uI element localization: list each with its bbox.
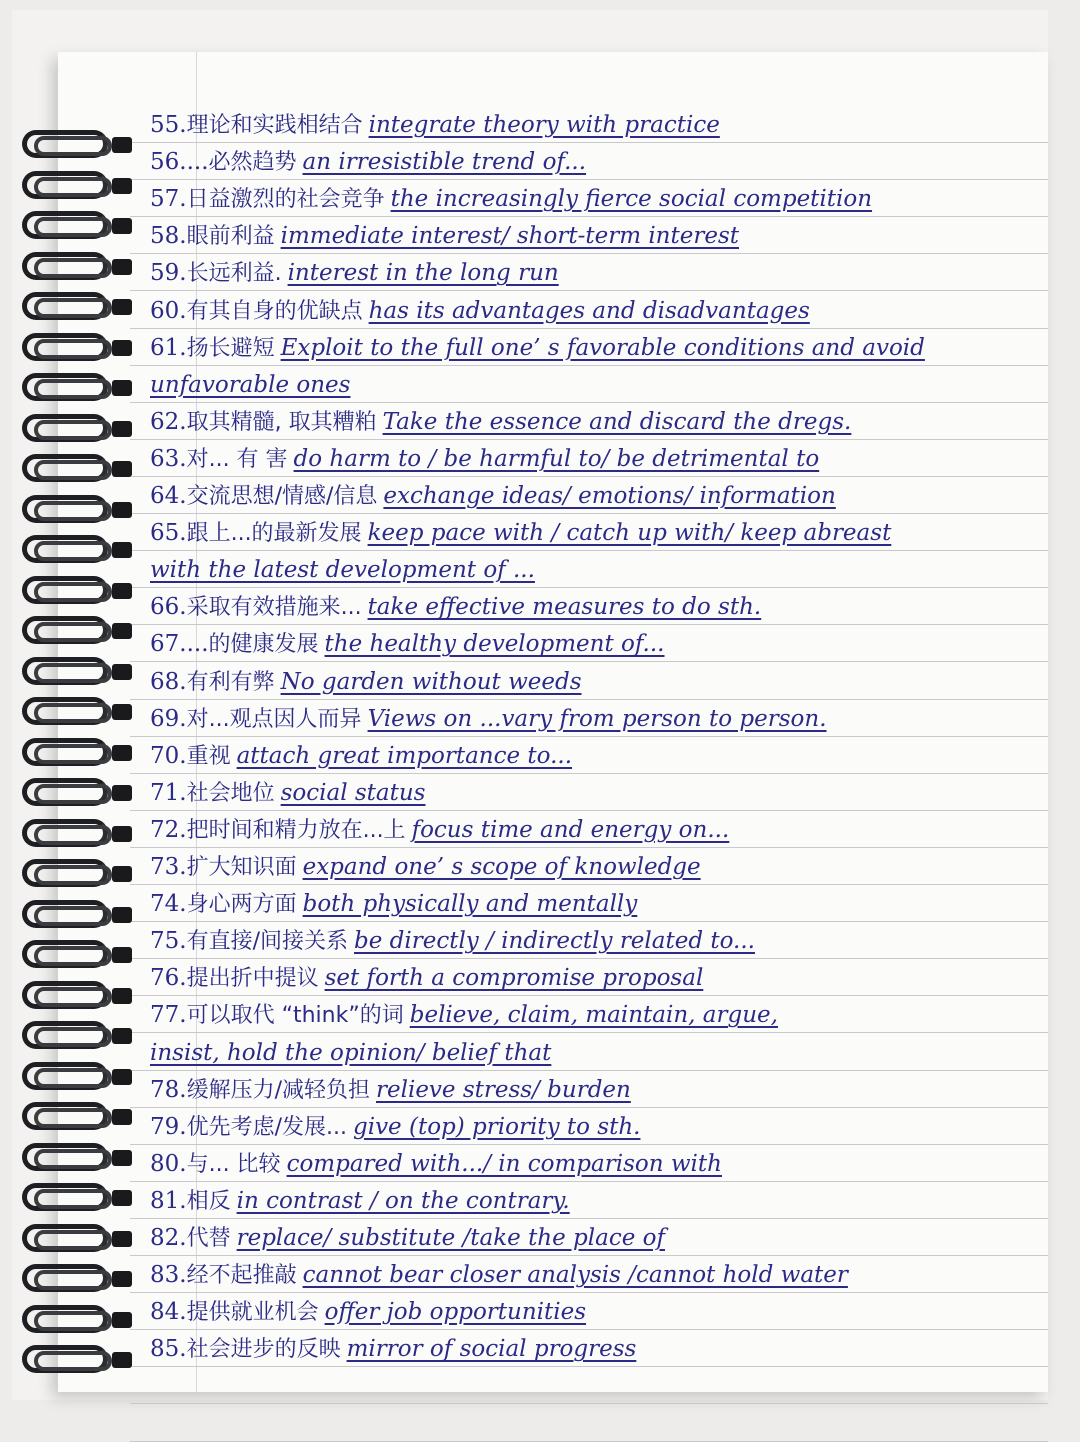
chinese-phrase: 重视 (186, 743, 231, 769)
english-phrase: replace/ substitute /take the place of (236, 1225, 666, 1251)
english-phrase: with the latest development of ... (150, 557, 535, 584)
ruled-line (130, 1441, 1048, 1442)
note-line (150, 110, 720, 141)
note-line (150, 963, 703, 994)
note-line (150, 1112, 640, 1143)
chinese-phrase: 可以取代 “think”的词 (186, 1003, 404, 1029)
entry-number: 59. (150, 260, 187, 287)
entry-number: 57. (150, 186, 187, 213)
note-line (150, 221, 739, 252)
entry-number: 65. (150, 520, 187, 547)
chinese-phrase: 扬长避短 (186, 335, 275, 361)
english-phrase: Take the essence and discard the dregs. (382, 408, 852, 435)
note-line (150, 1223, 665, 1254)
note-line (150, 926, 755, 957)
english-phrase: an irresistible trend of... (302, 149, 587, 176)
entry-number: 79. (150, 1113, 187, 1140)
chinese-phrase: 与... 比较 (186, 1151, 281, 1177)
chinese-phrase: 必然趋势 (208, 150, 297, 176)
english-phrase: be directly / indirectly related to... (354, 928, 755, 955)
chinese-phrase: 扩大知识面 (186, 855, 297, 880)
note-line (150, 1149, 722, 1180)
note-line (150, 592, 761, 623)
chinese-phrase: 眼前利益 (186, 224, 275, 250)
chinese-phrase: 有利有弊 (186, 669, 275, 695)
chinese-phrase: 社会进步的反映 (186, 1337, 341, 1363)
entry-number: 58. (150, 223, 187, 250)
chinese-phrase: 代替 (186, 1226, 231, 1251)
entry-number: 56.... (150, 149, 209, 176)
english-phrase: offer job opportunities (324, 1299, 587, 1326)
english-phrase: the healthy development of... (324, 631, 665, 658)
english-phrase: relieve stress/ burden (376, 1076, 631, 1103)
chinese-phrase: 采取有效措施来... (186, 595, 362, 621)
note-line (150, 147, 586, 178)
english-phrase: mirror of social progress (346, 1336, 637, 1363)
english-phrase: integrate theory with practice (368, 112, 720, 138)
chinese-phrase: 相反 (186, 1188, 231, 1214)
note-line (150, 1000, 778, 1031)
note-line (150, 889, 637, 920)
english-phrase: cannot bear closer analysis /cannot hold water (302, 1262, 848, 1289)
chinese-phrase: 优先考虑/发展... (186, 1114, 347, 1140)
chinese-phrase: 日益激烈的社会竞争 (186, 187, 385, 213)
english-phrase: attach great importance to... (236, 742, 573, 769)
entry-number: 80. (150, 1150, 187, 1177)
note-line (150, 704, 827, 735)
english-phrase: Views on ...vary from person to person. (367, 705, 827, 732)
note-line (150, 407, 851, 438)
english-phrase: insist, hold the opinion/ belief that (150, 1039, 552, 1066)
note-line (150, 296, 810, 327)
english-phrase: give (top) priority to sth. (352, 1113, 641, 1140)
entry-number: 76. (150, 965, 187, 992)
note-line (150, 481, 836, 512)
english-phrase: No garden without weeds (280, 668, 582, 695)
english-phrase: has its advantages and disadvantages (368, 297, 810, 324)
english-phrase: expand one’ s scope of knowledge (302, 854, 701, 880)
chinese-phrase: 社会地位 (186, 780, 275, 806)
note-line (150, 518, 891, 549)
note-line (150, 1260, 848, 1291)
english-phrase: do harm to / be harmful to/ be detrimental to (293, 445, 820, 472)
note-line (150, 815, 729, 846)
note-line (150, 444, 819, 475)
note-line (150, 667, 582, 698)
english-phrase: compared with.../ in comparison with (286, 1150, 722, 1177)
english-phrase: take effective measures to do sth. (367, 594, 762, 621)
english-phrase: in contrast / on the contrary. (236, 1187, 570, 1214)
note-line (150, 555, 535, 585)
chinese-phrase: 提出折中提议 (186, 966, 319, 992)
note-line (150, 1038, 551, 1068)
note-line (150, 629, 665, 660)
entry-number: 63. (150, 445, 187, 472)
chinese-phrase: 把时间和精力放在...上 (186, 817, 406, 843)
chinese-phrase: 对...观点因人而异 (186, 706, 362, 732)
note-line (150, 184, 872, 215)
english-phrase: unfavorable ones (150, 371, 351, 398)
english-phrase: keep pace with / catch up with/ keep abreast (367, 520, 892, 547)
entry-number: 84. (150, 1299, 187, 1326)
note-line (150, 1075, 631, 1106)
chinese-phrase: 交流思想/情感/信息 (186, 484, 378, 509)
note-line (150, 852, 701, 883)
entry-number: 67.... (150, 631, 209, 658)
entry-number: 82. (150, 1225, 187, 1251)
note-line (150, 370, 350, 400)
chinese-phrase: 有直接/间接关系 (186, 929, 348, 955)
entry-number: 70. (150, 742, 187, 769)
entry-number: 62. (150, 408, 187, 435)
chinese-phrase: 长远利益. (186, 261, 282, 287)
entry-number: 81. (150, 1187, 187, 1214)
entry-number: 85. (150, 1336, 187, 1363)
entry-number: 68. (150, 668, 187, 695)
note-line (150, 1297, 586, 1328)
english-phrase: social status (280, 779, 426, 806)
entry-number: 64. (150, 483, 187, 509)
english-phrase: focus time and energy on... (411, 816, 730, 843)
chinese-phrase: 提供就业机会 (186, 1300, 319, 1326)
note-line (150, 741, 572, 772)
entry-number: 78. (150, 1076, 187, 1103)
english-phrase: both physically and mentally (302, 891, 638, 918)
chinese-phrase: 取其精髓, 取其糟粕 (186, 409, 377, 435)
english-phrase: interest in the long run (287, 260, 559, 287)
english-phrase: exchange ideas/ emotions/ information (383, 483, 836, 509)
entry-number: 61. (150, 334, 187, 361)
entry-number: 55. (150, 112, 187, 138)
entry-number: 83. (150, 1262, 187, 1289)
note-line (150, 778, 425, 809)
english-phrase: believe, claim, maintain, argue, (409, 1002, 778, 1029)
chinese-phrase: 对... 有 害 (186, 446, 288, 472)
entry-number: 77. (150, 1002, 187, 1029)
note-line (150, 333, 925, 364)
english-phrase: set forth a compromise proposal (324, 965, 704, 992)
english-phrase: Exploit to the full one’ s favorable conditions and avoid (280, 334, 925, 361)
chinese-phrase: 身心两方面 (186, 892, 297, 918)
entry-number: 73. (150, 854, 187, 880)
english-phrase: immediate interest/ short-term interest (280, 223, 739, 250)
entry-number: 66. (150, 594, 187, 621)
note-line (150, 1334, 636, 1365)
entry-number: 75. (150, 928, 187, 955)
entry-number: 69. (150, 705, 187, 732)
entry-number: 71. (150, 779, 187, 806)
chinese-phrase: 跟上...的最新发展 (186, 521, 362, 547)
chinese-phrase: 缓解压力/减轻负担 (186, 1077, 370, 1103)
english-phrase: the increasingly fierce social competition (390, 186, 873, 213)
entry-number: 72. (150, 816, 187, 843)
chinese-phrase: 的健康发展 (208, 632, 319, 658)
entry-number: 74. (150, 891, 187, 918)
chinese-phrase: 有其自身的优缺点 (186, 298, 363, 324)
note-line (150, 1186, 570, 1217)
entry-number: 60. (150, 297, 187, 324)
chinese-phrase: 经不起推敲 (186, 1263, 297, 1289)
chinese-phrase: 理论和实践相结合 (186, 113, 363, 138)
note-line (150, 258, 559, 289)
